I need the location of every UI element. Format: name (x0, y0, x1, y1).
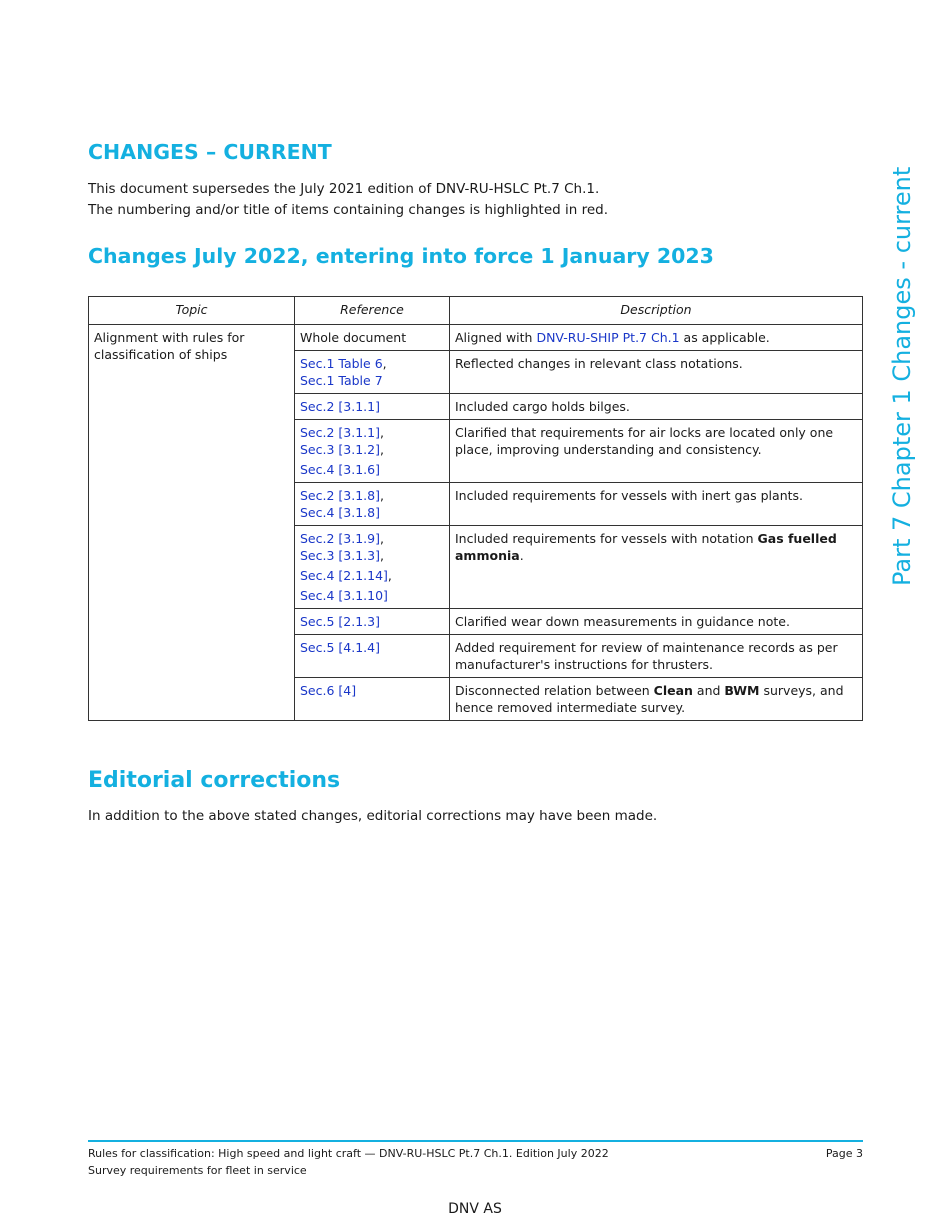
page-number: Page 3 (825, 1147, 863, 1160)
description-cell (450, 325, 863, 351)
reference-link[interactable]: Sec.5 [2.1.3] (300, 614, 380, 629)
side-title: Part 7 Chapter 1 Changes - current (888, 166, 916, 586)
description-text: Included requirements for vessels with notation (455, 531, 758, 546)
changes-subheading: Changes July 2022, entering into force 1 January 2023 (88, 244, 714, 268)
table-row (89, 325, 863, 351)
description-text: as applicable. (679, 330, 770, 345)
header-reference: Reference (295, 297, 450, 325)
reference-link[interactable]: Sec.4 [3.1.6] (300, 462, 380, 477)
description-text: surveys, and hence removed intermediate survey. (455, 683, 844, 715)
reference-link[interactable]: Sec.2 [3.1.1] (300, 399, 380, 414)
editorial-text: In addition to the above stated changes, editorial corrections may have been made. (88, 808, 658, 824)
description-text: and (692, 683, 725, 698)
reference-cell: Sec.2 [3.1.8], Sec.4 [3.1.8] (295, 483, 450, 526)
reference-link[interactable]: Sec.4 [3.1.8] (300, 505, 380, 520)
reference-link[interactable]: Sec.4 [2.1.14] (300, 568, 388, 583)
reference-link[interactable]: Sec.5 [4.1.4] (300, 640, 380, 655)
footer-document-title: Rules for classification: High speed and light craft — DNV-RU-HSLC Pt.7 Ch.1. Edition July 2022 (88, 1147, 609, 1160)
reference-link[interactable]: Sec.6 [4] (300, 683, 357, 698)
company-name: DNV AS (448, 1201, 502, 1217)
intro-line: The numbering and/or title of items containing changes is highlighted in red. (88, 202, 609, 218)
reference-cell: Sec.1 Table 6, Sec.1 Table 7 (295, 351, 450, 394)
changes-table (88, 296, 863, 721)
reference-link[interactable]: Sec.3 [3.1.3] (300, 548, 380, 563)
description-cell (450, 526, 863, 609)
editorial-heading: Editorial corrections (88, 768, 341, 793)
reference-link[interactable]: Sec.4 [3.1.10] (300, 588, 388, 603)
reference-cell (295, 325, 450, 351)
description-text: . (519, 548, 524, 563)
reference-cell (295, 394, 450, 420)
reference-link[interactable]: DNV-RU-SHIP Pt.7 Ch.1 (536, 330, 680, 345)
footer-subtitle: Survey requirements for fleet in service (88, 1164, 307, 1177)
header-topic: Topic (89, 297, 295, 325)
reference-cell (295, 678, 450, 721)
notation-text: Clean (653, 683, 693, 698)
topic-cell: Alignment with rules for classification of ships (89, 325, 295, 721)
intro-text (88, 179, 608, 221)
description-cell: Clarified wear down measurements in guidance note. (450, 609, 863, 635)
footer-divider (88, 1140, 863, 1142)
reference-link[interactable]: Sec.2 [3.1.8] (300, 488, 380, 503)
description-cell: Added requirement for review of maintenance records as per manufacturer's instructions for thrusters. (450, 635, 863, 678)
description-text: Disconnected relation between (455, 683, 654, 698)
footer (88, 1145, 863, 1179)
notation-text: BWM (724, 683, 760, 698)
page-title: CHANGES – CURRENT (88, 140, 332, 164)
description-cell: Clarified that requirements for air locks are located only one place, improving understanding and consistency. (450, 420, 863, 483)
reference-link[interactable]: Sec.2 [3.1.1] (300, 425, 380, 440)
reference-link[interactable]: Sec.1 Table 7 (300, 373, 383, 388)
reference-link[interactable]: Sec.1 Table 6 (300, 356, 383, 371)
reference-text: Whole document (300, 330, 407, 345)
table-header-row (89, 297, 863, 325)
reference-link[interactable]: Sec.2 [3.1.9] (300, 531, 380, 546)
notation-text: Gas fuelled ammonia (455, 531, 837, 563)
reference-link[interactable]: Sec.3 [3.1.2] (300, 442, 380, 457)
reference-cell (295, 635, 450, 678)
reference-cell: Sec.2 [3.1.9], Sec.3 [3.1.3], Sec.4 [2.1.14], Sec.4 [3.1.10] (295, 526, 450, 609)
description-text: Aligned with (455, 330, 537, 345)
header-description: Description (450, 297, 863, 325)
description-cell: Included cargo holds bilges. (450, 394, 863, 420)
description-cell: Included requirements for vessels with inert gas plants. (450, 483, 863, 526)
description-cell (450, 678, 863, 721)
description-cell: Reflected changes in relevant class notations. (450, 351, 863, 394)
reference-cell: Sec.2 [3.1.1], Sec.3 [3.1.2], Sec.4 [3.1.6] (295, 420, 450, 483)
reference-cell (295, 609, 450, 635)
intro-line: This document supersedes the July 2021 edition of DNV-RU-HSLC Pt.7 Ch.1. (88, 181, 600, 197)
